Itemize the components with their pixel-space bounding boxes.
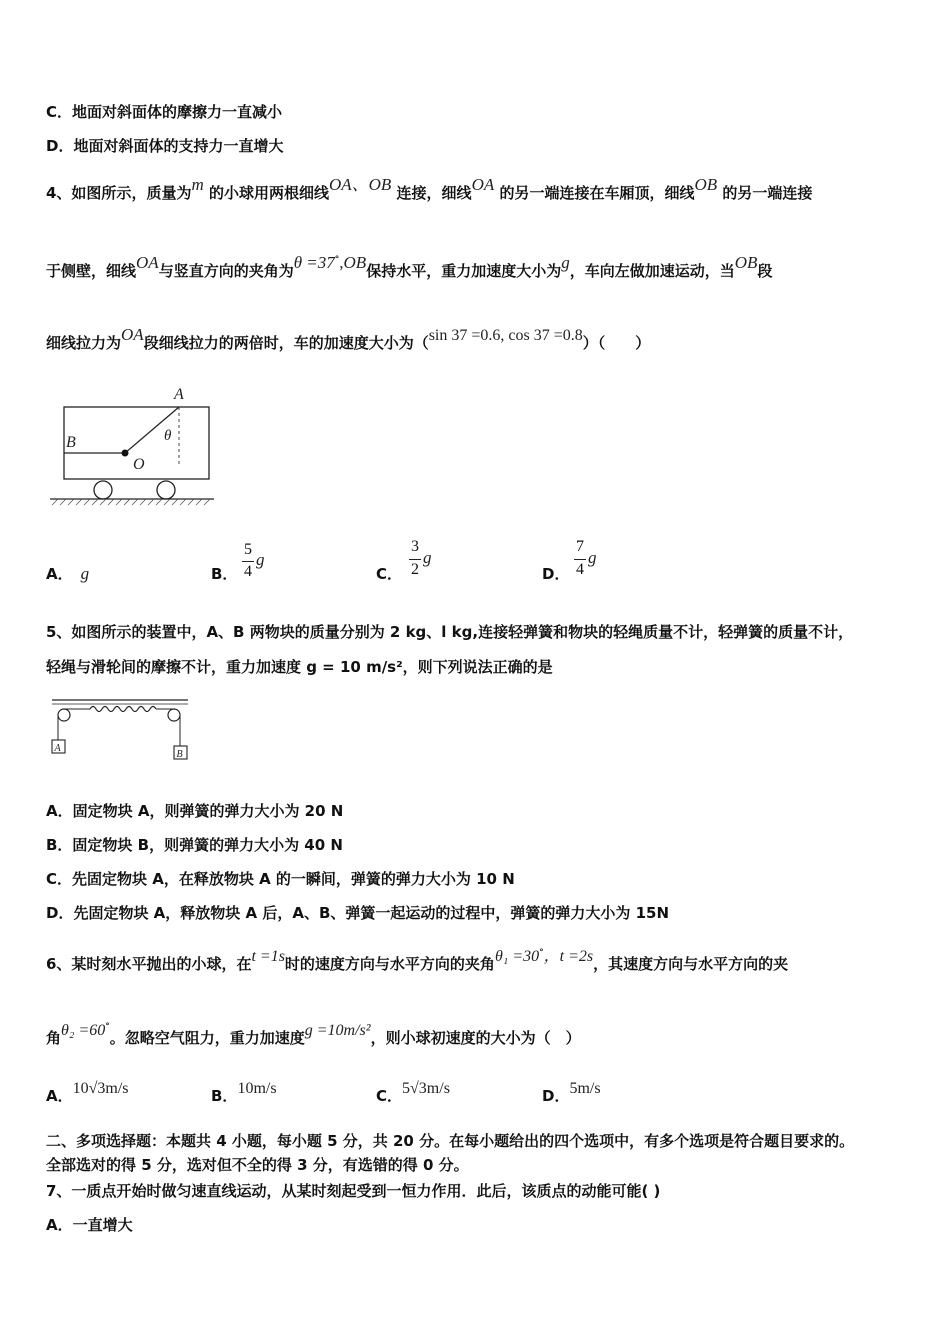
q4-stem-line3: 细线拉力为OA段细线拉力的两倍时，车的加速度大小为（sin 37 =0.6, cos 37 =0.8）（ ） bbox=[46, 325, 651, 352]
q4-stem-line2: 于侧壁，细线OA与竖直方向的夹角为θ =37°,OB保持水平，重力加速度大小为g，车向左做加速运动，当OB段 bbox=[46, 253, 773, 280]
q4-option-d-bar bbox=[574, 559, 586, 560]
label-theta: θ bbox=[164, 428, 172, 444]
q4-stem-line1: 4、如图所示，质量为m 的小球用两根细线OA、OB 连接，细线OA 的另一端连接在车厢顶，细线OB 的另一端连接 bbox=[46, 175, 813, 202]
ball bbox=[122, 450, 129, 457]
block-a-label: A bbox=[54, 743, 61, 754]
q6-option-b: B．10m/s bbox=[211, 1080, 277, 1105]
q4-option-b-label: B． bbox=[211, 565, 238, 583]
q4-option-a: A． g bbox=[46, 564, 90, 583]
q4-option-d-label: D． bbox=[542, 565, 570, 583]
wheel-right bbox=[157, 481, 175, 499]
block-b-label: B bbox=[176, 749, 183, 760]
label-o: O bbox=[133, 456, 145, 473]
q4-option-d-num: 7 bbox=[576, 538, 584, 555]
q7-stem: 7、一质点开始时做匀速直线运动，从某时刻起受到一恒力作用．此后，该质点的动能可能( ) bbox=[46, 1182, 661, 1200]
q6-option-a: A．10√3m/s bbox=[46, 1080, 129, 1105]
q6-stem-line2: 角θ₂ =60°。忽略空气阻力，重力加速度g =10m/s²，则小球初速度的大小为（ ） bbox=[46, 1022, 581, 1047]
q4-option-b-var: g bbox=[256, 550, 265, 569]
q4-option-d-den: 4 bbox=[576, 561, 584, 578]
q5-pulley-figure bbox=[46, 688, 196, 766]
label-a: A bbox=[174, 386, 184, 403]
label-b: B bbox=[66, 434, 76, 451]
pulley-right bbox=[168, 709, 180, 721]
q5-option-a: A．固定物块 A，则弹簧的弹力大小为 20 N bbox=[46, 802, 344, 820]
q4-option-d-var: g bbox=[588, 548, 597, 567]
q5-option-b: B．固定物块 B，则弹簧的弹力大小为 40 N bbox=[46, 836, 343, 854]
q4-option-c-den: 2 bbox=[411, 561, 419, 578]
q7-option-a: A．一直增大 bbox=[46, 1216, 133, 1234]
q4-option-b-num: 5 bbox=[244, 541, 252, 558]
q4-cart-figure bbox=[46, 380, 218, 510]
pulley-left bbox=[58, 709, 70, 721]
q5-option-c: C．先固定物块 A，在释放物块 A 的一瞬间，弹簧的弹力大小为 10 N bbox=[46, 870, 515, 888]
q5-option-d: D．先固定物块 A，释放物块 A 后，A、B、弹簧一起运动的过程中，弹簧的弹力大小为 15N bbox=[46, 904, 670, 922]
q5-stem-line2: 轻绳与滑轮间的摩擦不计，重力加速度 g = 10 m/s²，则下列说法正确的是 bbox=[46, 658, 553, 676]
q4-option-c-num: 3 bbox=[411, 538, 419, 555]
q4-option-c-bar bbox=[409, 559, 421, 560]
q4-option-c-var: g bbox=[423, 548, 432, 567]
q4-option-b-bar bbox=[242, 561, 254, 562]
q4-option-b-den: 4 bbox=[244, 563, 252, 580]
q5-stem-line1: 5、如图所示的装置中，A、B 两物块的质量分别为 2 kg、l kg,连接轻弹簧和物块的轻绳质量不计，轻弹簧的质量不计， bbox=[46, 623, 854, 641]
q3-option-c: C．地面对斜面体的摩擦力一直减小 bbox=[46, 103, 283, 121]
wheel-left bbox=[94, 481, 112, 499]
section2-heading-line2: 全部选对的得 5 分，选对但不全的得 3 分，有选错的得 0 分。 bbox=[46, 1156, 469, 1174]
ground-hatch bbox=[52, 499, 210, 505]
q4-option-c-label: C． bbox=[376, 565, 403, 583]
spring bbox=[90, 707, 156, 712]
q6-option-c: C．5√3m/s bbox=[376, 1080, 450, 1105]
section2-heading-line1: 二、多项选择题：本题共 4 小题，每小题 5 分，共 20 分。在每小题给出的四个选项中，有多个选项是符合题目要求的。 bbox=[46, 1132, 855, 1150]
q6-stem-line1: 6、某时刻水平抛出的小球，在t =1s时的速度方向与水平方向的夹角θ₁ =30°，t =2s，其速度方向与水平方向的夹 bbox=[46, 948, 789, 973]
q3-option-d: D．地面对斜面体的支持力一直增大 bbox=[46, 137, 284, 155]
q6-option-d: D．5m/s bbox=[542, 1080, 601, 1105]
